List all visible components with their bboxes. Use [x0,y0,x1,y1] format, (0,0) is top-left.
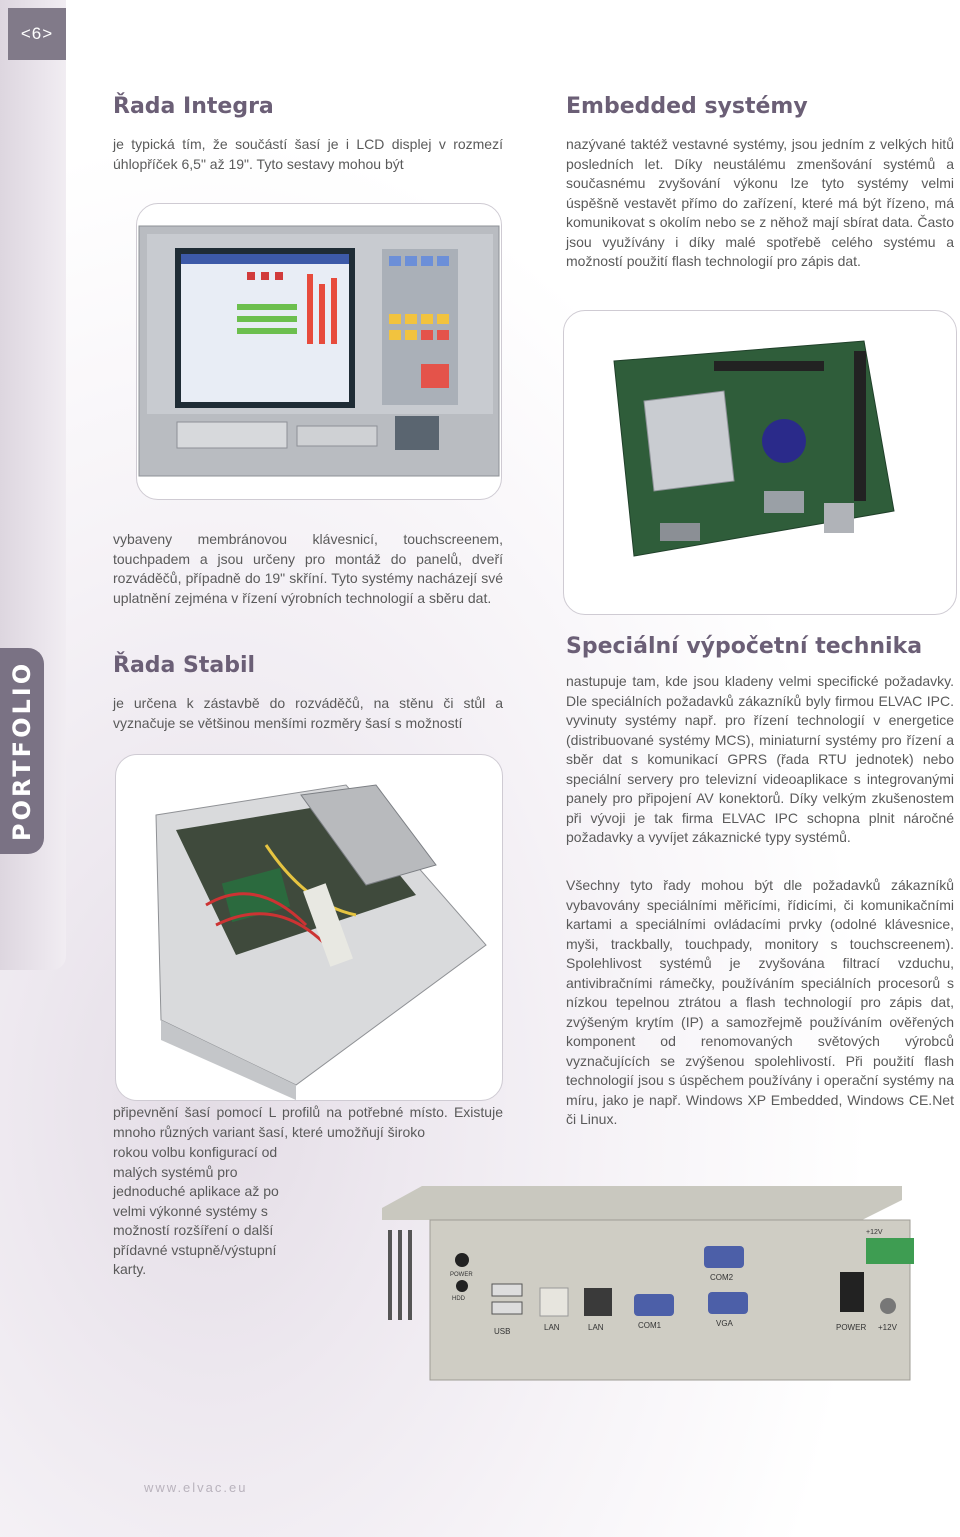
stabil-chassis-photo [115,754,503,1101]
label-power-2: POWER [836,1323,867,1332]
label-lan-1: LAN [544,1323,560,1332]
label-hdd: HDD [452,1296,465,1302]
embedded-box-photo [382,1180,922,1392]
stabil-heading: Řada Stabil [113,653,256,678]
special-heading: Speciální výpočetní technika [566,634,923,659]
label-power: POWER [450,1272,473,1278]
special-text-2: Všechny tyto řady mohou být dle požadavků zákazníků vybavovány speciálními měřicími, řídicími, či komunikačními kartami a speciálními ovládacími prvky (odolné klávesnice, myši, trackbally, touchpady, monitory s touchscreenem). Spolehlivost systémů je zvyšována filtrací vzduchu, antivibračními rámečky, používáním speciálních procesorů s nízkou tepelnou ztrátou a flash technologií pro zápis dat, zvýšeným krytím (IP) a samozřejmě používáním ověřených komponent od renomovaných světových výrobců vyznačujících se zvýšenou spolehlivostí. Při použití flash technologií jsou s úspěchem používány i operační systémy na míru, jako je např. Windows XP Embedded, Windows CE.Net či Linux. [566,877,954,1127]
label-com1: COM1 [638,1321,662,1330]
embedded-heading: Embedded systémy [566,94,808,119]
special-text-1: nastupuje tam, kde jsou kladeny velmi specifické požadavky. Dle speciálních požadavků zákazníků byly firmou ELVAC IPC. vyvinuty systémy např. pro řízení technologií v energetice (distribuované systémy MCS), miniaturní systémy pro řízení a sběr dat s komunikací GPRS (řada RTU jednotek) nebo speciální servery pro televizní videoaplikace s integrovanými panely pro připojení AV konektorů. Díky velkým zkušenostem při vývoji je tak firma ELVAC IPC schopna plnit náročné požadavky a vyvíjet zákaznické typy systémů. [566,673,954,845]
embedded-board-photo [563,310,957,615]
label-com2: COM2 [710,1273,734,1282]
label-usb: USB [494,1327,511,1336]
integra-heading: Řada Integra [113,94,274,119]
stabil-intro: je určena k zástavbě do rozváděčů, na stěnu či stůl a vyznačuje se většinou menšími rozměry šasí s možností [113,695,503,731]
integra-intro: je typická tím, že součástí šasí je i LCD displej v rozmezí úhlopříček 6,5" až 19". Tyto sestavy mohou být [113,136,503,172]
portfolio-tab [0,648,44,854]
embedded-text: nazývané taktéž vestavné systémy, jsou jedním z velkých hitů posledních let. Díky neustálému zmenšování systémů a současnému zvyšování výkonu lze tyto systémy velmi úspěšně vestavět přímo do zařízení, které má být řízeno, má komunikovat s okolím nebo se z něhož mají sbírat data. Často jsou využívány i díky malé spotřebě celého systému a možností použití flash technologií pro zápis dat. [566,136,954,269]
portfolio-label: PORTFOLIO [8,660,36,842]
label-12v: +12V [878,1323,897,1332]
footer-url: www.elvac.eu [144,1480,248,1495]
integra-continued: vybaveny membránovou klávesnicí, touchscreenem, touchpadem a jsou určeny pro montáž do panelů, dveří rozváděčů, případně do 19" skříní. Tyto systémy nacházejí své uplatnění zejména v řízení výrobních technologií a sběru dat. [113,531,503,606]
label-12v-top: +12V [866,1229,883,1236]
label-lan-2: LAN [588,1323,604,1332]
stabil-continued-2: rokou volbu konfigurací od malých systémů pro jednoduché aplikace až po velmi výkonné systémy s možností rozšíření o další přídavné vstupně/výstupní karty. [113,1144,279,1277]
stabil-continued-1: připevnění šasí pomocí L profilů na potřebné místo. Existuje mnoho různých variant šasí, které umožňují široko [113,1104,503,1140]
label-vga: VGA [716,1319,733,1328]
integra-panel-pc-photo [136,203,502,500]
page-number: <6> [8,8,66,60]
